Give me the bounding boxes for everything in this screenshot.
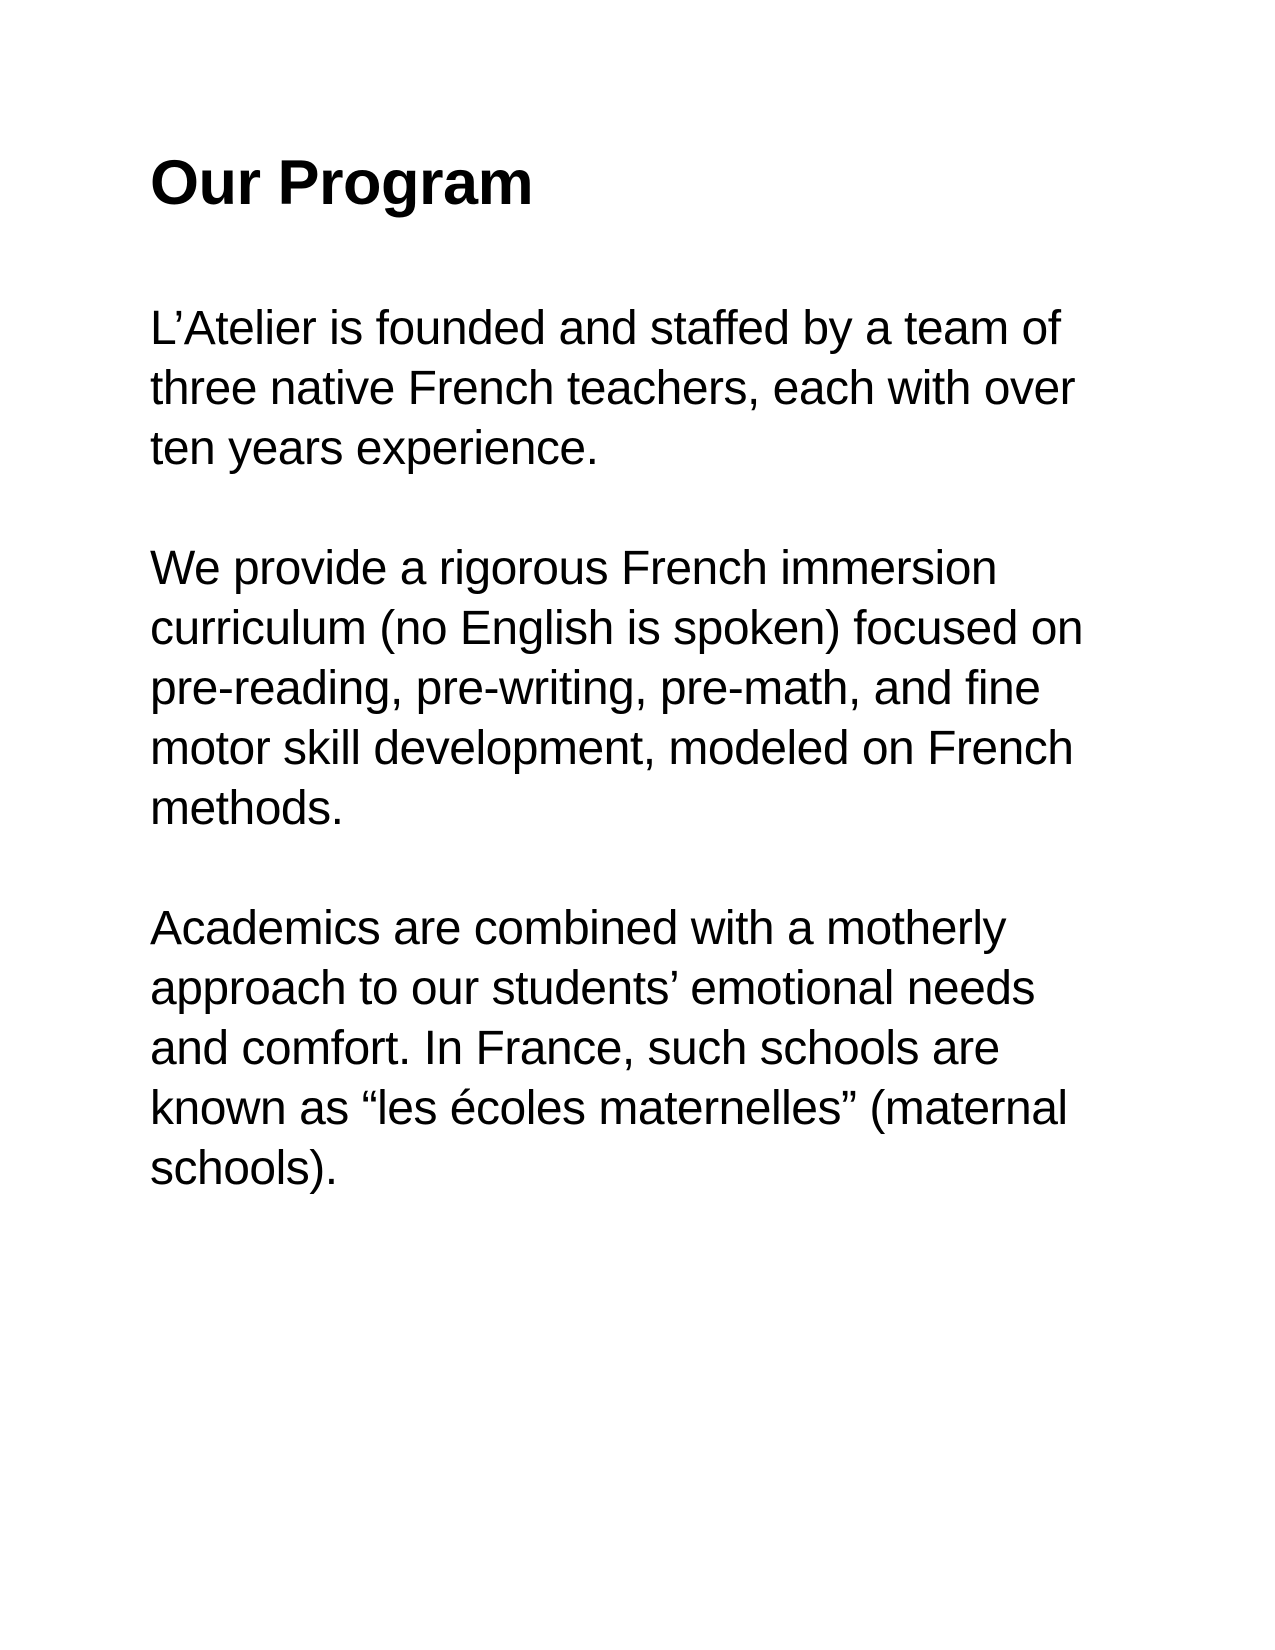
paragraph-line: Academics are combined with a motherly xyxy=(150,902,1007,955)
paragraph-line: three native French teachers, each with over xyxy=(150,362,1076,415)
paragraph-line: motor skill development, modeled on French xyxy=(150,722,1074,775)
paragraph-approach xyxy=(150,899,1150,1199)
paragraph-line: ten years experience. xyxy=(150,422,599,475)
paragraph-line: methods. xyxy=(150,782,344,835)
paragraph-line: pre-reading, pre-writing, pre-math, and fine xyxy=(150,662,1041,715)
document-content xyxy=(150,148,1150,1199)
paragraph-line: schools). xyxy=(150,1142,338,1195)
paragraph-curriculum xyxy=(150,539,1150,839)
paragraph-founders xyxy=(150,299,1150,479)
paragraph-line: L’Atelier is founded and staffed by a team of xyxy=(150,302,1061,355)
paragraph-line: and comfort. In France, such schools are xyxy=(150,1022,1000,1075)
paragraph-line: approach to our students’ emotional needs xyxy=(150,962,1035,1015)
paragraph-line: We provide a rigorous French immersion xyxy=(150,542,998,595)
page-title: Our Program xyxy=(150,148,534,218)
paragraph-line: known as “les écoles maternelles” (maternal xyxy=(150,1082,1068,1135)
paragraph-line: curriculum (no English is spoken) focused on xyxy=(150,602,1084,655)
